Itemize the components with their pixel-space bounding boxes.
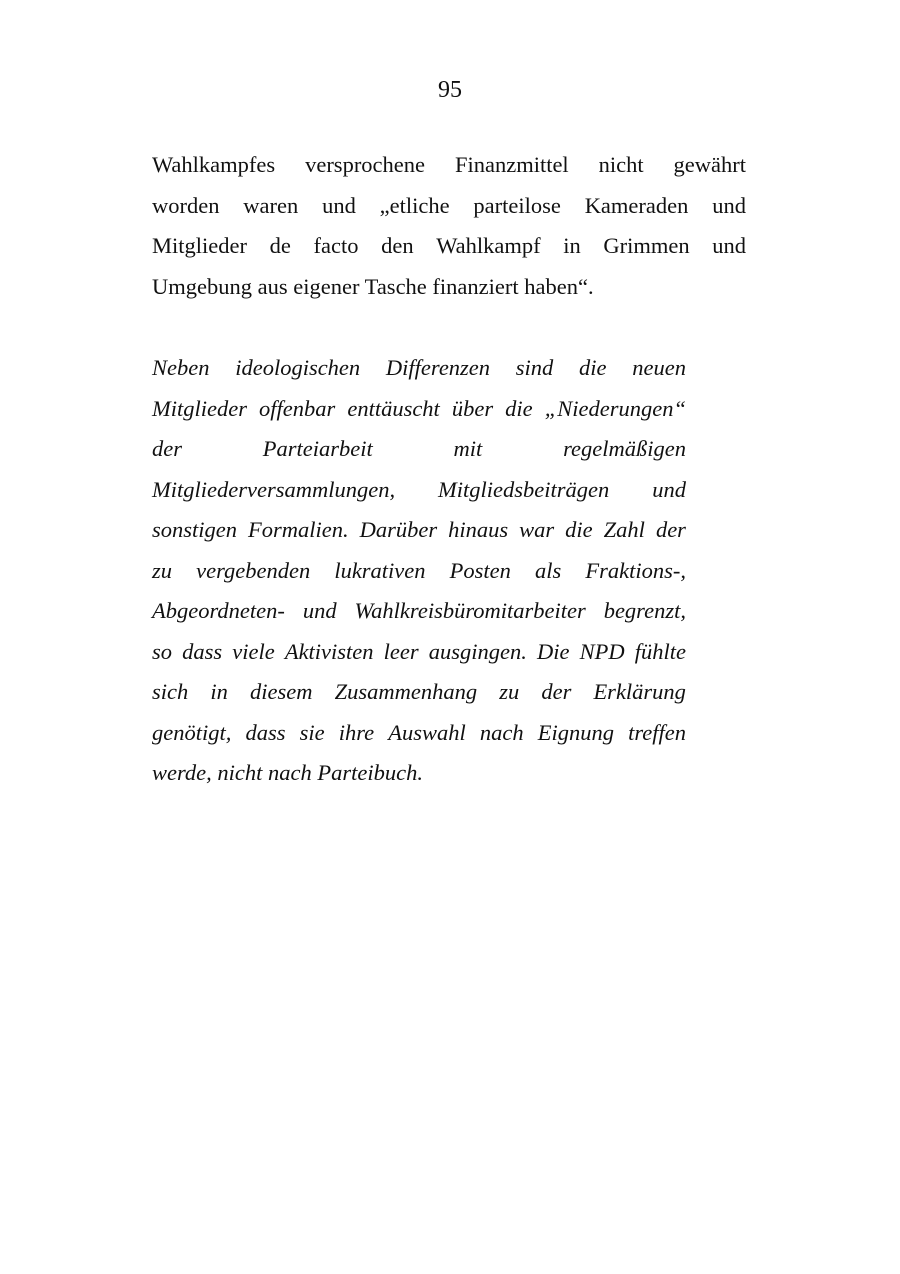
word: in: [210, 679, 228, 704]
word: der: [655, 517, 686, 542]
quote-line: [152, 555, 686, 587]
quote-line: werde, nicht nach Parteibuch.: [152, 760, 423, 785]
word: Wahlkreisbüromitarbeiter: [354, 598, 586, 623]
quote-line: [152, 433, 686, 465]
word: NPD: [579, 639, 625, 664]
word: viele: [232, 639, 275, 664]
word: sie: [299, 720, 325, 745]
word: Auswahl: [388, 720, 466, 745]
word: Aktivisten: [284, 639, 374, 664]
word: neuen: [632, 355, 686, 380]
quote-line: [152, 595, 686, 627]
word: Neben: [152, 355, 210, 380]
word: ideologischen: [235, 355, 361, 380]
word: Formalien.: [248, 517, 349, 542]
word: facto: [313, 233, 359, 258]
word: fühlte: [634, 639, 686, 664]
word: Wahlkampf: [436, 233, 541, 258]
word: in: [563, 233, 581, 258]
paragraph-line: [152, 190, 746, 222]
word: die: [565, 517, 593, 542]
word: ihre: [338, 720, 375, 745]
word: diesem: [249, 679, 313, 704]
word: parteilose: [473, 193, 561, 218]
word: und: [322, 193, 356, 218]
word: den: [381, 233, 414, 258]
quote-line: [152, 393, 686, 425]
word: Mitglieder: [152, 233, 247, 258]
word: „etliche: [379, 193, 450, 218]
word: gewährt: [673, 152, 746, 177]
word: die: [579, 355, 607, 380]
quote-line: [152, 717, 686, 749]
quote-line: [152, 676, 686, 708]
word: dass: [182, 639, 223, 664]
word: Mitgliederversammlungen,: [152, 477, 396, 502]
word: genötigt,: [152, 720, 232, 745]
word: und: [712, 233, 746, 258]
word: nicht: [598, 152, 644, 177]
word: leer: [383, 639, 419, 664]
word: und: [652, 477, 686, 502]
word: Zahl: [603, 517, 645, 542]
word: waren: [243, 193, 299, 218]
word: nach: [479, 720, 524, 745]
word: Parteiarbeit: [262, 436, 373, 461]
word: Erklärung: [593, 679, 686, 704]
word: zu: [499, 679, 520, 704]
word: Die: [536, 639, 570, 664]
word: Posten: [449, 558, 511, 583]
word: lukrativen: [334, 558, 426, 583]
quote-line: [152, 352, 686, 384]
word: worden: [152, 193, 220, 218]
word: Eignung: [537, 720, 614, 745]
word: Darüber: [359, 517, 438, 542]
word: offenbar: [259, 396, 336, 421]
word: so: [152, 639, 173, 664]
word: sich: [152, 679, 189, 704]
paragraph-line: [152, 149, 746, 181]
word: de: [269, 233, 291, 258]
word: enttäuscht: [347, 396, 440, 421]
word: Zusammenhang: [334, 679, 478, 704]
word: versprochene: [305, 152, 426, 177]
word: vergebenden: [196, 558, 311, 583]
word: Kameraden: [584, 193, 689, 218]
word: die: [505, 396, 533, 421]
word: Finanzmittel: [454, 152, 569, 177]
word: Differenzen: [385, 355, 491, 380]
word: Mitglieder: [152, 396, 247, 421]
word: mit: [453, 436, 483, 461]
word: Wahlkampfes: [152, 152, 276, 177]
word: über: [451, 396, 494, 421]
word: der: [152, 436, 182, 461]
word: dass: [245, 720, 286, 745]
word: sind: [515, 355, 554, 380]
page-number: 95: [438, 77, 462, 103]
word: Mitgliedsbeiträgen: [438, 477, 610, 502]
word: Fraktions-,: [585, 558, 686, 583]
paragraph-line: [152, 230, 746, 262]
word: als: [534, 558, 562, 583]
word: und: [712, 193, 746, 218]
word: zu: [152, 558, 173, 583]
word: hinaus: [448, 517, 509, 542]
quote-line: [152, 474, 686, 506]
quote-line: [152, 636, 686, 668]
word: Grimmen: [603, 233, 690, 258]
word: Abgeordneten-: [152, 598, 285, 623]
word: war: [519, 517, 555, 542]
paragraph-line: Umgebung aus eigener Tasche finanziert haben“.: [152, 274, 594, 299]
word: „Niederungen“: [544, 396, 686, 421]
word: ausgingen.: [428, 639, 527, 664]
word: treffen: [628, 720, 686, 745]
quote-line: [152, 514, 686, 546]
word: begrenzt,: [603, 598, 686, 623]
word: sonstigen: [152, 517, 238, 542]
word: und: [302, 598, 337, 623]
word: regelmäßigen: [563, 436, 686, 461]
word: der: [541, 679, 572, 704]
